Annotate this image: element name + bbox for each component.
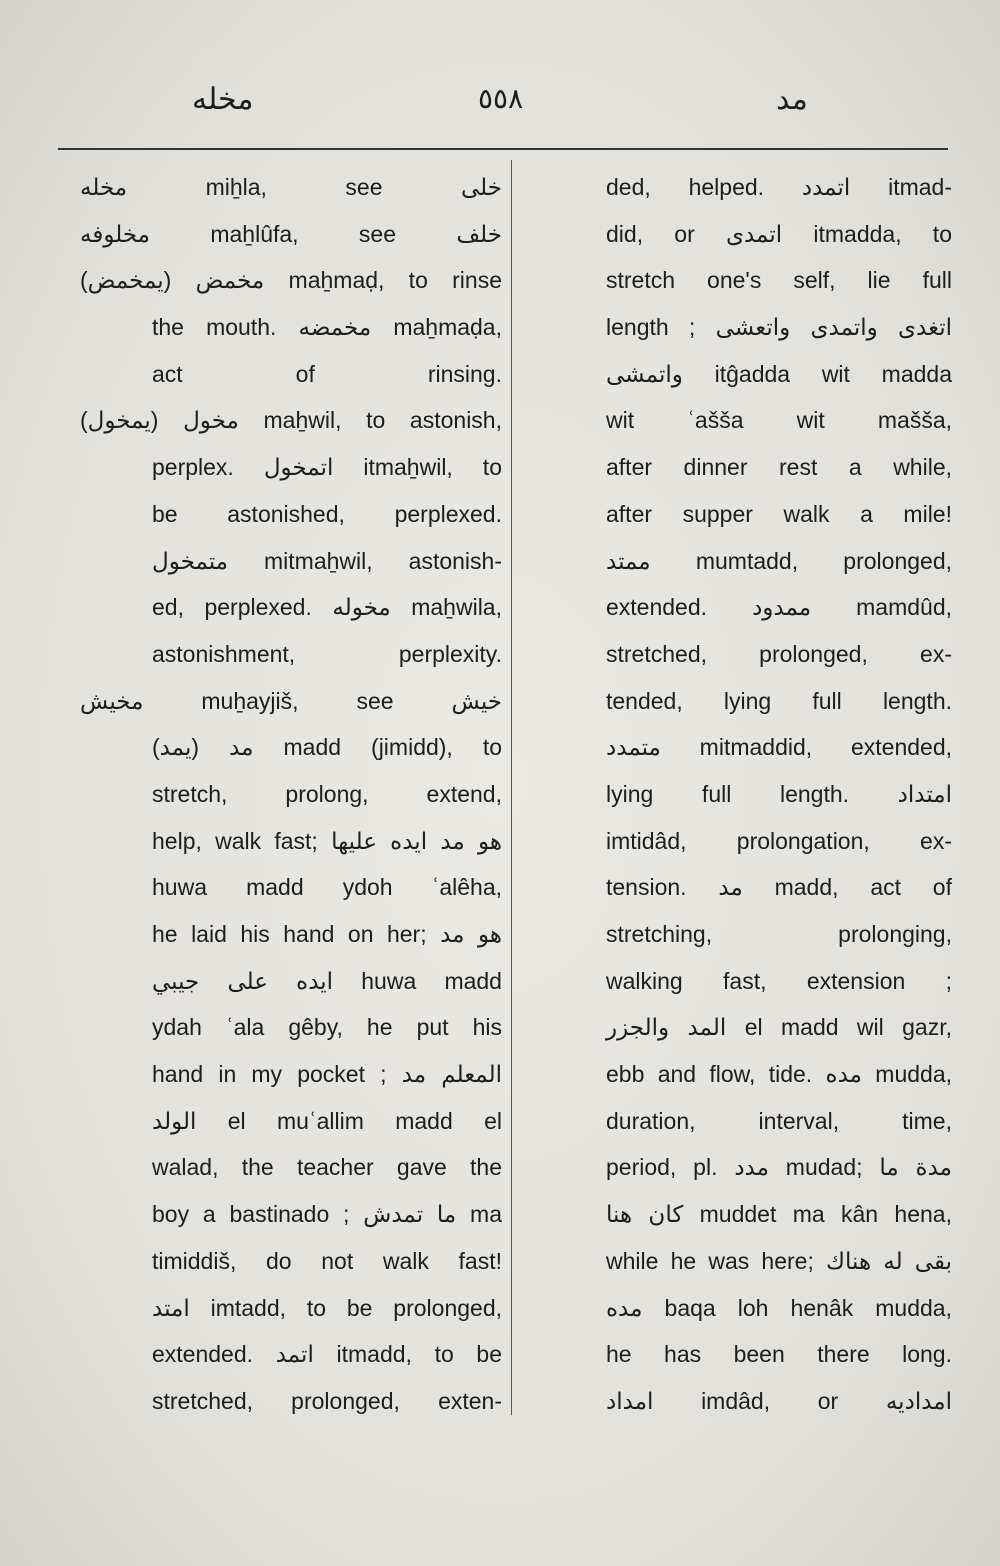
page-number: ٥٥٨ [478, 84, 524, 115]
text-line: help, walk fast; هو مد ايده عليها [152, 827, 502, 854]
text-line: ded, helped. اتمدد itmad- [606, 174, 952, 200]
text-line: tended, lying full length. [606, 687, 952, 714]
text-line: واتمشى itĝadda wit madda [606, 360, 952, 387]
text-line: timiddiš, do not walk fast! [152, 1247, 502, 1274]
text-line: مده baqa loh henâk mudda, [606, 1294, 952, 1321]
text-line: length ; اتغدى واتمدى واتعشى [606, 314, 952, 341]
text-line: after dinner rest a while, [606, 454, 952, 481]
text-line: duration, interval, time, [606, 1107, 952, 1134]
text-line: imtidâd, prolongation, ex- [606, 827, 952, 854]
text-line: while he was here; بقى له هناك [606, 1247, 952, 1274]
text-line: ydah ʿala gêby, he put his [152, 1014, 502, 1041]
text-line: كان هنا muddet ma kân hena, [606, 1201, 952, 1228]
text-line: huwa madd ydoh ʿalêha, [152, 874, 502, 901]
text-line: he has been there long. [606, 1341, 952, 1368]
text-line: after supper walk a mile! [606, 500, 952, 527]
text-line: مخيش muẖayjiš, see خيش [80, 687, 502, 714]
text-line: period, pl. مدد mudad; مدة ما [606, 1154, 952, 1181]
right-column [600, 164, 952, 1425]
text-line: مخله miẖla, see خلى [80, 174, 502, 200]
text-line: مد (يمد) madd (jimidd), to [152, 734, 502, 761]
text-line: stretch, prolong, extend, [152, 780, 502, 807]
text-line: astonishment, perplexity. [152, 640, 502, 667]
text-line: tension. مد madd, act of [606, 874, 952, 901]
header-left-word: مخله [192, 83, 254, 116]
text-line: wit ʿašša wit mašša, [606, 407, 952, 434]
header-rule [58, 148, 948, 150]
text-line: ebb and flow, tide. مده mudda, [606, 1061, 952, 1088]
text-line: he laid his hand on her; هو مد [152, 921, 502, 947]
text-line: مخول (يمخول) maẖwil, to astonish, [80, 407, 502, 434]
left-column [70, 164, 502, 1425]
text-line: lying full length. امتداد [606, 780, 952, 807]
text-line: the mouth. مخمضه maẖmaḍa, [152, 314, 502, 341]
text-line: متمخول mitmaẖwil, astonish- [152, 547, 502, 574]
text-line: walad, the teacher gave the [152, 1154, 502, 1181]
text-line: extended. اتمد itmadd, to be [152, 1341, 502, 1368]
text-line: مخلوفه maẖlûfa, see خلف [80, 220, 502, 247]
text-line: perplex. اتمخول itmaẖwil, to [152, 454, 502, 481]
text-line: be astonished, perplexed. [152, 500, 502, 527]
text-line: مخمض (يمخمض) maẖmaḍ, to rinse [80, 267, 502, 294]
column-divider [511, 160, 512, 1415]
text-line: ايده على جيبي huwa madd [152, 967, 502, 994]
text-line: boy a bastinado ; ما تمدش ma [152, 1201, 502, 1228]
text-line: ممتد mumtadd, prolonged, [606, 547, 952, 574]
text-line: امتد imtadd, to be prolonged, [152, 1294, 502, 1321]
text-line: stretching, prolonging, [606, 921, 952, 947]
text-line: المد والجزر el madd wil gazr, [606, 1014, 952, 1041]
text-line: امداد imdâd, or امداديه [606, 1387, 952, 1414]
text-line: stretch one's self, lie full [606, 267, 952, 294]
text-line: walking fast, extension ; [606, 967, 952, 994]
text-line: stretched, prolonged, ex- [606, 640, 952, 667]
text-line: hand in my pocket ; المعلم مد [152, 1061, 502, 1088]
text-line: متمدد mitmaddid, extended, [606, 734, 952, 761]
text-line: stretched, prolonged, exten- [152, 1387, 502, 1414]
text-line: الولد el muʿallim madd el [152, 1107, 502, 1134]
text-line: did, or اتمدى itmadda, to [606, 220, 952, 247]
text-line: ed, perplexed. مخوله maẖwila, [152, 594, 502, 621]
header-right-word: مد [776, 83, 808, 116]
text-line: act of rinsing. [152, 360, 502, 387]
text-line: extended. ممدود mamdûd, [606, 594, 952, 621]
